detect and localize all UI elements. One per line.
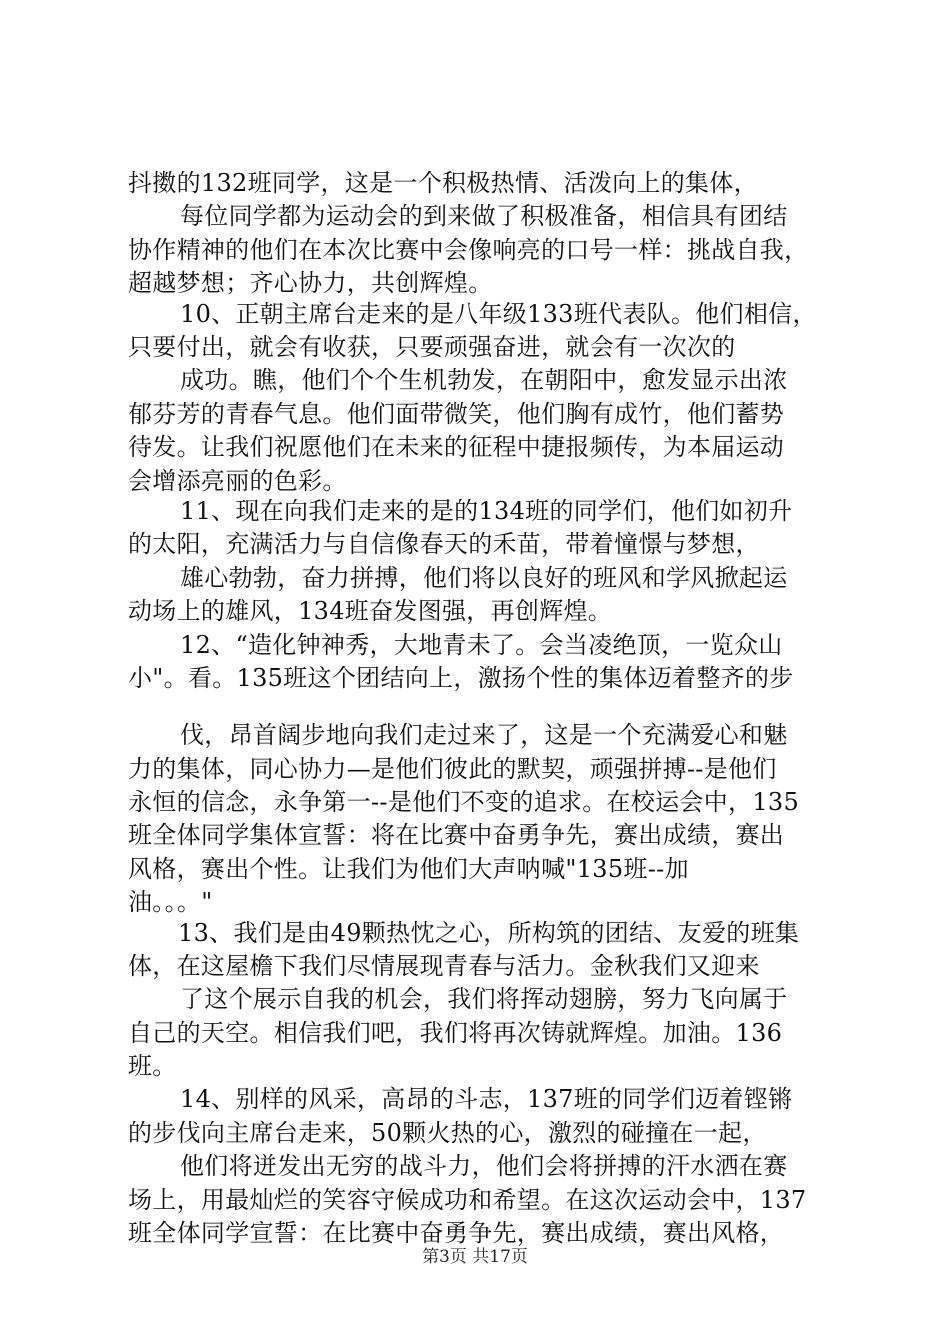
text-line: 只要付出，就会有收获，只要顽强奋进，就会有一次次的: [128, 333, 736, 361]
page-footer: 第3页 共17页: [422, 1247, 528, 1267]
text-line: 小"。看。135班这个团结向上，激扬个性的集体迈着整齐的步: [128, 664, 794, 692]
text-line: 的步伐向主席台走来，50颗火热的心，激烈的碰撞在一起，: [128, 1119, 767, 1147]
text-line: 13、我们是由49颗热忱之心，所构筑的团结、友爱的班集: [178, 919, 800, 947]
text-line: 11、现在向我们走来的是的134班的同学们，他们如初升: [180, 497, 793, 525]
text-line: 力的集体，同心协力—是他们彼此的默契，顽强拼搏--是他们: [128, 755, 777, 783]
text-line: 伐，昂首阔步地向我们走过来了，这是一个充满爱心和魅: [180, 721, 788, 749]
text-line: 12、“造化钟神秀，大地青未了。会当凌绝顶，一览众山: [180, 631, 783, 659]
text-line: 待发。让我们祝愿他们在未来的征程中捷报频传，为本届运动: [128, 433, 785, 461]
text-line: 了这个展示自我的机会，我们将挥动翅膀，努力飞向属于: [180, 985, 788, 1013]
text-line: 体，在这屋檐下我们尽情展现青春与活力。金秋我们又迎来: [128, 952, 760, 980]
text-line: 班全体同学宣誓：在比赛中奋勇争先，赛出成绩，赛出风格，: [128, 1219, 785, 1247]
text-line: 班全体同学集体宣誓：将在比赛中奋勇争先，赛出成绩，赛出: [128, 821, 785, 849]
text-line: 抖擞的132班同学，这是一个积极热情、活泼向上的集体，: [128, 169, 758, 197]
text-line: 永恒的信念，永争第一--是他们不变的追求。在校运会中，135: [128, 788, 800, 816]
text-line: 油。。。": [128, 888, 213, 916]
text-line: 超越梦想；齐心协力，共创辉煌。: [128, 269, 493, 297]
text-line: 协作精神的他们在本次比赛中会像响亮的口号一样：挑战自我，: [128, 236, 809, 264]
text-line: 每位同学都为运动会的到来做了积极准备，相信具有团结: [180, 202, 788, 230]
text-line: 成功。瞧，他们个个生机勃发，在朝阳中，愈发显示出浓: [180, 366, 788, 394]
text-line: 场上，用最灿烂的笑容守候成功和希望。在这次运动会中，137: [128, 1186, 807, 1214]
text-line: 班。: [128, 1052, 177, 1080]
text-line: 自己的天空。相信我们吧，我们将再次铸就辉煌。加油。136: [128, 1019, 783, 1047]
text-line: 动场上的雄风，134班奋发图强，再创辉煌。: [128, 597, 613, 625]
text-line: 10、正朝主席台走来的是八年级133班代表队。他们相信，: [180, 300, 817, 328]
text-line: 14、别样的风采，高昂的斗志，137班的同学们迈着铿锵: [180, 1085, 793, 1113]
text-line: 风格，赛出个性。让我们为他们大声呐喊"135班--加: [128, 855, 689, 883]
text-line: 郁芬芳的青春气息。他们面带微笑，他们胸有成竹，他们蓄势: [128, 400, 785, 428]
text-line: 雄心勃勃，奋力拼搏，他们将以良好的班风和学风掀起运: [180, 564, 788, 592]
text-line: 会增添亮丽的色彩。: [128, 467, 347, 495]
text-line: 的太阳，充满活力与自信像春天的禾苗，带着憧憬与梦想，: [128, 530, 760, 558]
text-line: 他们将迸发出无穷的战斗力，他们会将拼搏的汗水洒在赛: [180, 1152, 788, 1180]
